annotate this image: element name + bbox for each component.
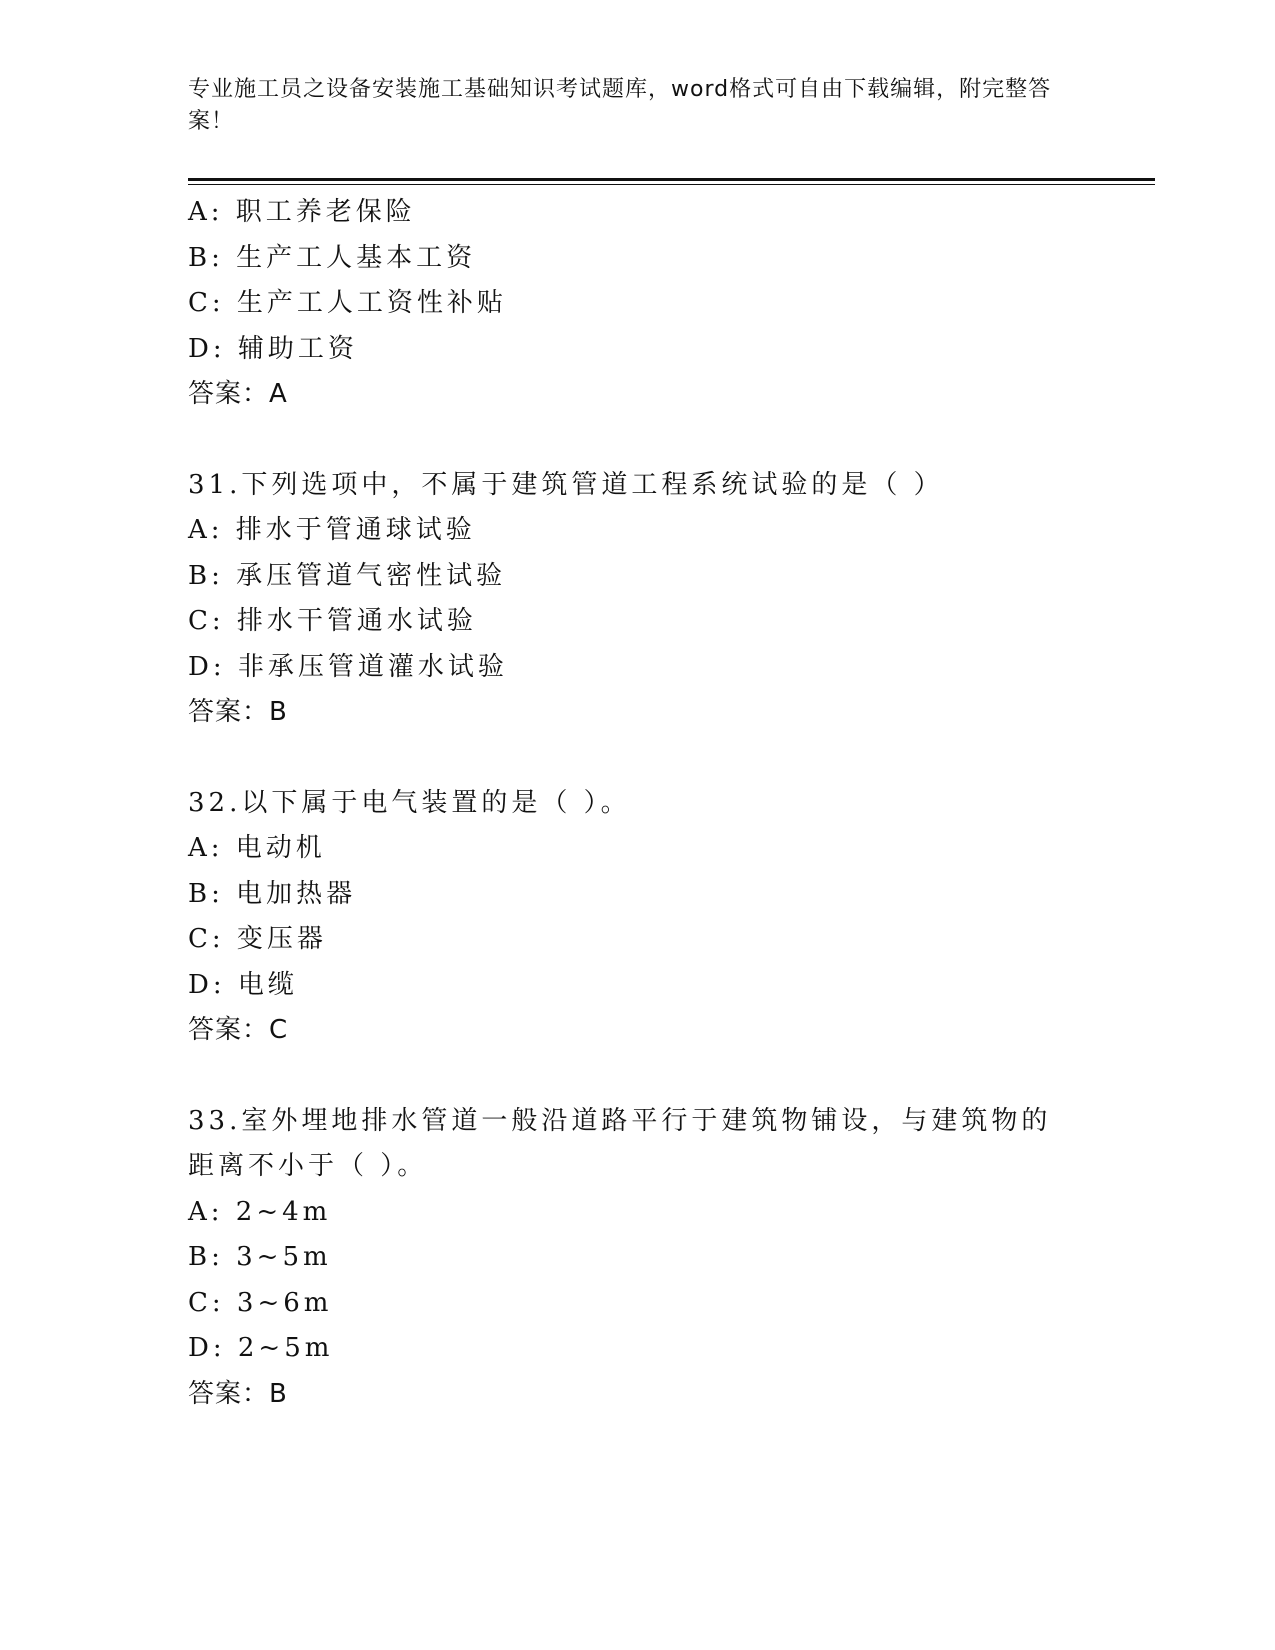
question-block-31: [188, 463, 1088, 736]
option-c: C: 排水干管通水试验: [188, 606, 477, 636]
option-d: D: 电缆: [188, 969, 298, 1000]
question-block-30: [188, 190, 1088, 418]
option-a: A: 职工养老保险: [188, 197, 416, 227]
option-a: A: 排水于管通球试验: [188, 515, 476, 545]
answer-line: 答案：B: [188, 697, 288, 727]
option-c: C: 变压器: [188, 924, 327, 954]
document-content: [188, 190, 1088, 1417]
header-rule-thin: [188, 184, 1155, 185]
option-a: A: 电动机: [188, 833, 326, 863]
spacer: [188, 736, 1088, 781]
question-stem: 31.下列选项中，不属于建筑管道工程系统试验的是（ ）: [188, 469, 944, 500]
question-stem: 33.室外埋地排水管道一般沿道路平行于建筑物铺设，与建筑物的距离不小于（ ）。: [188, 1105, 1052, 1181]
option-d: D: 非承压管道灌水试验: [188, 651, 508, 682]
answer-line: 答案：A: [188, 379, 288, 409]
document-header: 专业施工员之设备安装施工基础知识考试题库，word格式可自由下载编辑，附完整答案！: [188, 77, 1052, 134]
option-c: C: 3~6m: [188, 1287, 333, 1318]
question-block-32: [188, 781, 1088, 1054]
question-stem: 32.以下属于电气装置的是（ ）。: [188, 787, 631, 818]
option-c: C: 生产工人工资性补贴: [188, 288, 507, 318]
answer-line: 答案：C: [188, 1015, 289, 1045]
header-rule-thick: [188, 178, 1155, 181]
option-b: B: 电加热器: [188, 878, 357, 909]
option-a: A: 2~4m: [188, 1196, 332, 1227]
spacer: [188, 418, 1088, 463]
answer-line: 答案：B: [188, 1378, 288, 1409]
option-b: B: 生产工人基本工资: [188, 242, 477, 273]
question-block-33: [188, 1099, 1088, 1418]
option-d: D: 辅助工资: [188, 333, 358, 364]
option-b: B: 3~5m: [188, 1242, 332, 1272]
spacer: [188, 1054, 1088, 1099]
option-b: B: 承压管道气密性试验: [188, 560, 507, 591]
option-d: D: 2~5m: [188, 1333, 334, 1363]
